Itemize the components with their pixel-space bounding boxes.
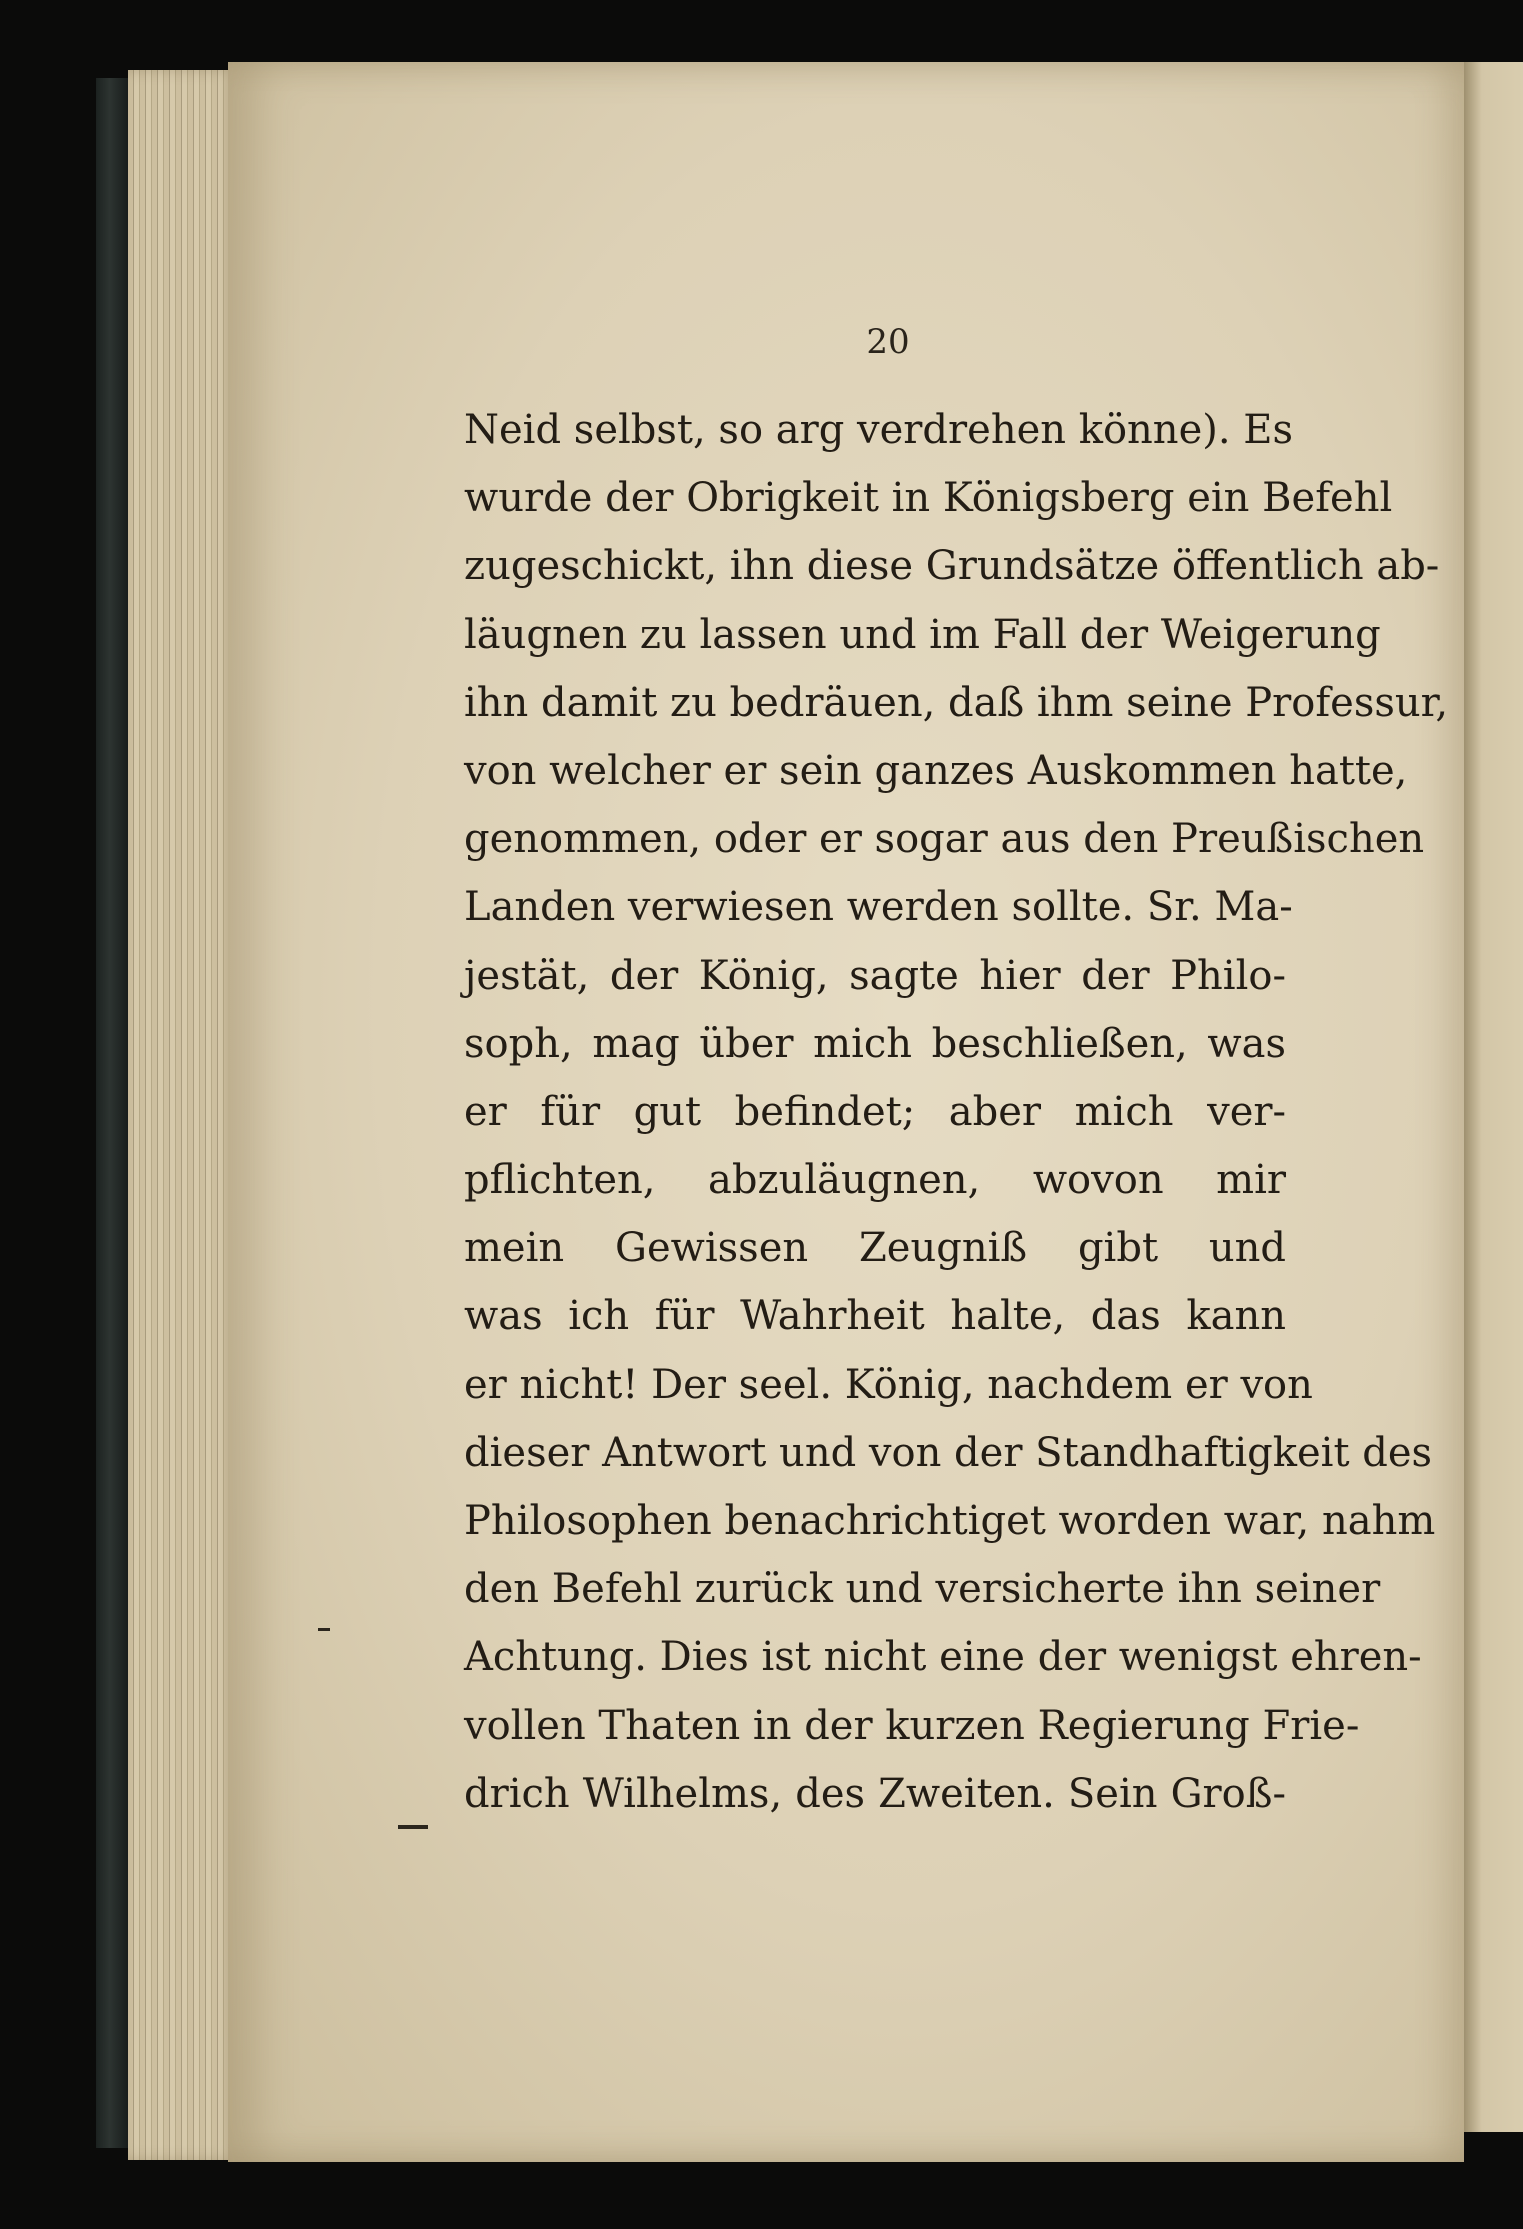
text-line: dieser Antwort und von der Standhaftigkeit des	[464, 1429, 1433, 1476]
page-number: 20	[866, 322, 910, 362]
text-line: Achtung. Dies ist nicht eine der wenigst ehren-	[464, 1634, 1422, 1681]
text-line: Philosophen benachrichtiget worden war, nahm	[464, 1498, 1436, 1544]
text-line: er für gut befindet; aber mich ver-	[464, 1088, 1286, 1135]
text-line: Landen verwiesen werden sollte. Sr. Ma-	[464, 884, 1293, 931]
text-line: drich Wilhelms, des Zweiten. Sein Groß-	[464, 1770, 1286, 1817]
body-text	[464, 396, 1449, 1828]
text-line: genommen, oder er sogar aus den Preußischen	[464, 816, 1425, 863]
text-line: jestät, der König, sagte hier der Philo-	[464, 952, 1286, 999]
page-edges	[128, 70, 238, 2160]
adjacent-page-edge	[1464, 62, 1523, 2132]
margin-mark	[398, 1825, 428, 1829]
margin-mark	[318, 1628, 330, 1631]
text-line: soph, mag über mich beschließen, was	[464, 1020, 1286, 1067]
text-line: er nicht! Der seel. König, nachdem er von	[464, 1361, 1313, 1408]
text-line: den Befehl zurück und versicherte ihn seiner	[464, 1566, 1381, 1613]
text-line: zugeschickt, ihn diese Grundsätze öffentlich ab-	[464, 543, 1440, 590]
text-line: was ich für Wahrheit halte, das kann	[464, 1293, 1286, 1340]
text-line: mein Gewissen Zeugniß gibt und	[464, 1225, 1286, 1272]
text-line: wurde der Obrigkeit in Königsberg ein Befehl	[464, 475, 1393, 522]
text-line: pflichten, abzuläugnen, wovon mir	[464, 1157, 1286, 1204]
text-line: von welcher er sein ganzes Auskommen hatte,	[464, 747, 1408, 794]
text-line: Neid selbst, so arg verdrehen könne). Es	[464, 407, 1294, 453]
book-binding	[96, 78, 130, 2148]
text-line: vollen Thaten in der kurzen Regierung Frie-	[464, 1702, 1360, 1749]
text-line: läugnen zu lassen und im Fall der Weigerung	[464, 611, 1381, 658]
text-line: ihn damit zu bedräuen, daß ihm seine Professur,	[464, 679, 1449, 726]
